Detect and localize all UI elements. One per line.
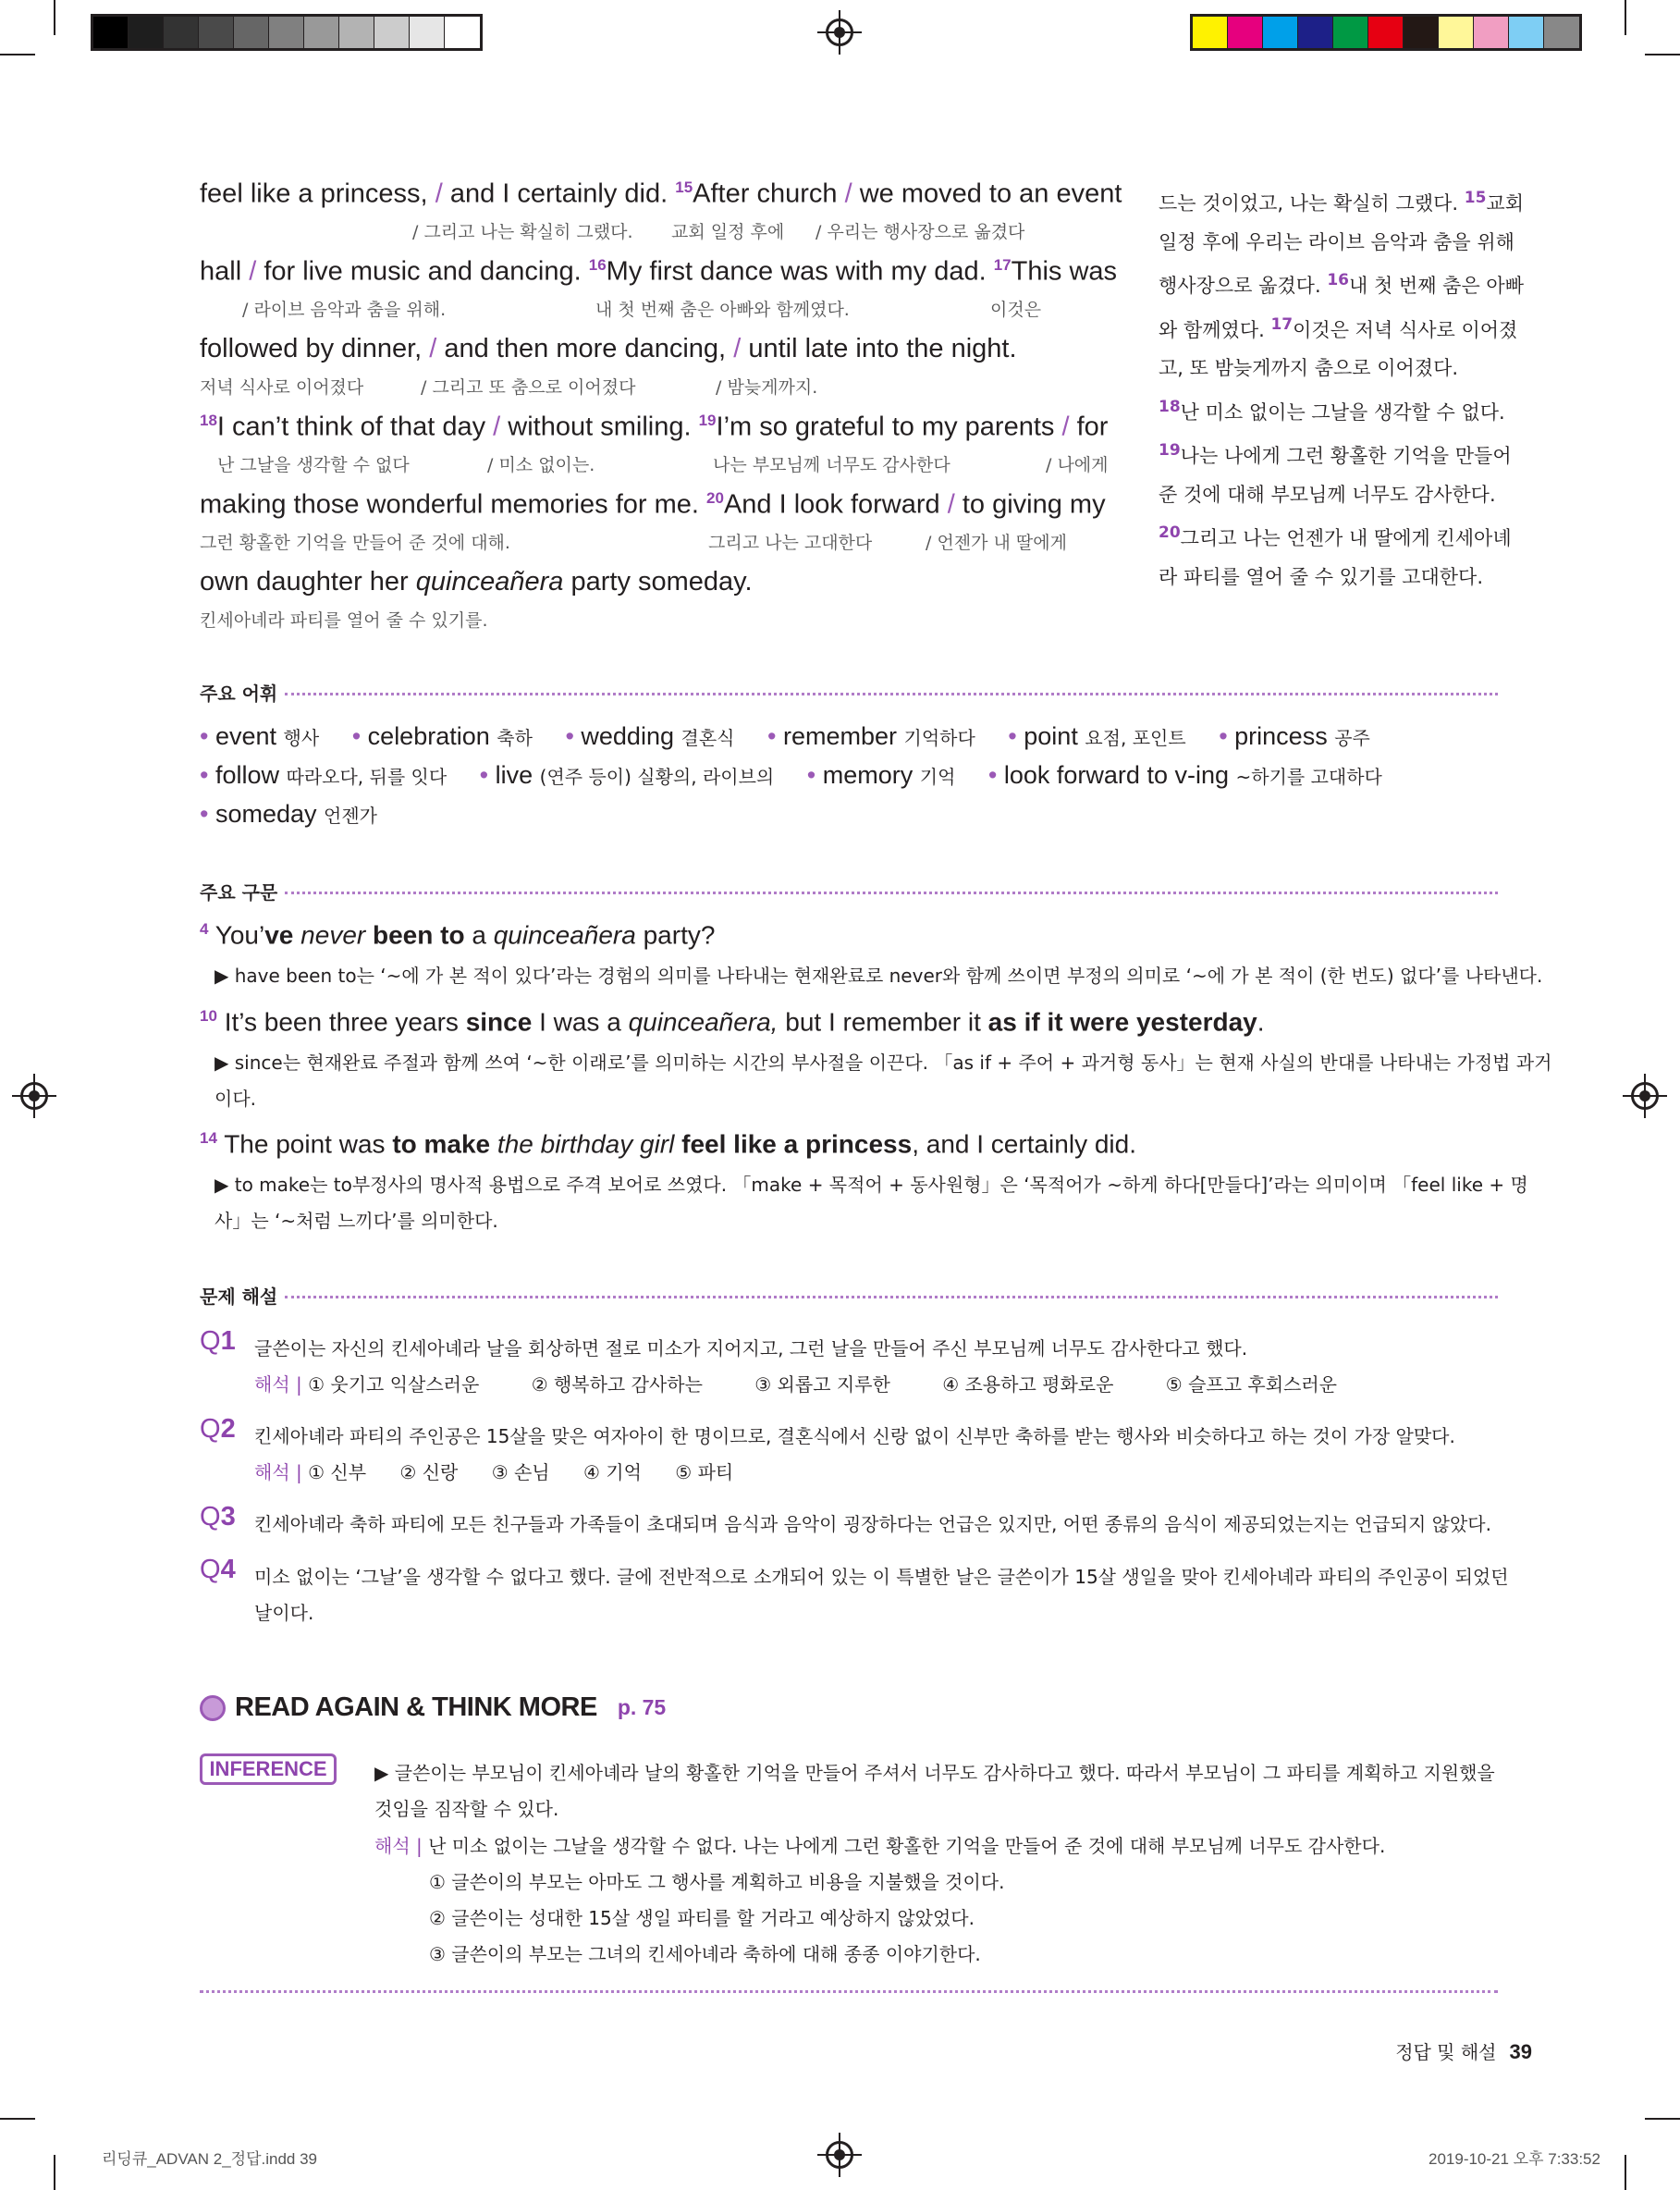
inference-option: ③ 글쓴이의 부모는 그녀의 킨세아녜라 축하에 대해 종종 이야기한다. (429, 1943, 981, 1965)
crop-mark (1645, 2118, 1680, 2120)
passage-line-5: making those wonderful memories for me. $^{20}$And I look forward / to giving my (200, 489, 1106, 520)
crop-mark (1625, 2155, 1626, 2190)
translation-line: 준 것에 대해 부모님께 너무도 감사한다. (1159, 483, 1496, 506)
question-label: Q1 (200, 1326, 236, 1356)
translation-line: 일정 후에 우리는 라이브 음악과 춤을 위해 (1159, 230, 1514, 253)
vocab-item: • event 행사 (200, 722, 320, 750)
vocab-item: • celebration 축하 (351, 722, 533, 750)
passage-gloss-6: 킨세아녜라 파티를 열어 줄 수 있기를. (200, 610, 488, 631)
passage-gloss-4: / 미소 없이는. (487, 455, 595, 475)
passage-gloss-1: / 그리고 나는 확실히 그랬다. (412, 222, 633, 242)
page-reference: p. 75 (617, 1695, 667, 1719)
translation-line: 라 파티를 열어 줄 수 있기를 고대한다. (1159, 565, 1484, 588)
vocab-item: • live (연주 등이) 실황의, 라이브의 (479, 761, 775, 789)
registration-mark-icon (826, 2141, 853, 2169)
vocab-line (200, 800, 403, 829)
question-label: Q3 (200, 1502, 236, 1532)
vocab-item: • follow 따라오다, 뒤를 잇다 (200, 761, 448, 789)
crop-mark (54, 2155, 55, 2190)
passage-gloss-2: 내 첫 번째 춤은 아빠와 함께였다. (595, 300, 850, 320)
grammar-note: 사」는 ‘~처럼 느끼다’를 의미한다. (215, 1210, 498, 1232)
crop-mark (54, 0, 55, 35)
crop-mark (0, 2118, 35, 2120)
inference-badge: INFERENCE (200, 1753, 337, 1785)
inference-option: ① 글쓴이의 부모는 아마도 그 행사를 계획하고 비용을 지불했을 것이다. (429, 1871, 1005, 1893)
passage-line-3: followed by dinner, / and then more dancing, / until late into the night. (200, 334, 1017, 363)
print-slug-left: 리딩큐_ADVAN 2_정답.indd 39 (102, 2150, 318, 2168)
registration-mark-icon (826, 18, 853, 46)
circle-bullet-icon (200, 1695, 226, 1721)
grammar-note: 이다. (215, 1088, 256, 1110)
vocab-item: • memory 기억 (806, 761, 956, 789)
passage-gloss-4: / 나에게 (1046, 455, 1109, 475)
section-title: 주요 구문 (200, 880, 278, 904)
vocab-section-header (200, 678, 1498, 706)
vocab-item: • princess 공주 (1219, 722, 1370, 750)
section-title: 문제 해설 (200, 1285, 278, 1308)
translation-column (1159, 179, 1524, 597)
passage-line-1: feel like a princess, / and I certainly did. $^{15}$After church / we moved to an event (200, 178, 1122, 209)
vocab-item: • look forward to v-ing ~하기를 고대하다 (987, 761, 1382, 789)
translation-line: 드는 것이었고, 나는 확실히 그랬다. $^{15}$교회 (1159, 189, 1524, 215)
footer-label: 정답 및 해설 (1395, 2041, 1497, 2063)
passage-gloss-2: / 라이브 음악과 춤을 위해. (242, 300, 447, 320)
grayscale-color-bar (91, 14, 483, 51)
read-again-header (200, 1692, 666, 1723)
vocab-item: • remember 기억하다 (766, 722, 975, 750)
grammar-note: ▶ since는 현재완료 주절과 함께 쓰여 ‘~한 이래로’를 의미하는 시간의 부사절을 이끈다. 「as if + 주어 + 과거형 동사」는 현재 사실의 반대를 나타내는 가정법 과거 (215, 1052, 1552, 1074)
passage-gloss-2: 이것은 (990, 300, 1042, 320)
page-footer (1395, 2037, 1532, 2064)
question-explanation: 킨세아녜라 파티의 주인공은 15살을 맞은 여자아이 한 명이므로, 결혼식에서 신랑 없이 신부만 축하를 받는 행사와 비슷하다고 하는 것이 가장 알맞다. (254, 1425, 1455, 1447)
passage-gloss-5: 그리고 나는 고대한다 (708, 533, 873, 553)
section-divider (200, 1990, 1498, 1993)
inference-option: ② 글쓴이는 성대한 15살 생일 파티를 할 거라고 예상하지 않았었다. (429, 1907, 975, 1929)
translation-line: $^{18}$난 미소 없이는 그날을 생각할 수 없다. (1159, 397, 1505, 424)
passage-line-2: hall / for live music and dancing. $^{16}$My first dance was with my dad. $^{17}$This was (200, 256, 1118, 287)
translation-line: $^{20}$그리고 나는 언젠가 내 딸에게 킨세아녜 (1159, 523, 1512, 549)
question-label: Q2 (200, 1414, 236, 1444)
inference-text: 것임을 짐작할 수 있다. (374, 1798, 559, 1820)
passage-gloss-3: 저녁 식사로 이어졌다 (200, 377, 364, 398)
grammar-note: ▶ have been to는 ‘~에 가 본 적이 있다’라는 경험의 의미를 나타내는 현재완료로 never와 함께 쓰이면 부정의 의미로 ‘~에 가 본 적이 (한 번도) 없다’를 나타낸다. (215, 965, 1543, 987)
translation-line: 행사장으로 옮겼다. $^{16}$내 첫 번째 춤은 아빠 (1159, 271, 1524, 297)
translation-line: $^{19}$나는 나에게 그런 황홀한 기억을 만들어 (1159, 441, 1512, 467)
passage-gloss-5: / 언젠가 내 딸에게 (926, 533, 1067, 553)
question-translation: 해석 | ① 신부 ② 신랑 ③ 손님 ④ 기억 ⑤ 파티 (254, 1461, 734, 1483)
print-slug-right: 2019-10-21 오후 7:33:52 (1429, 2150, 1600, 2168)
question-translation: 해석 | ① 웃기고 익살스러운 ② 행복하고 감사하는 ③ 외롭고 지루한 ④ 조용하고 평화로운 ⑤ 슬프고 후회스러운 (254, 1373, 1337, 1396)
question-explanation: 날이다. (254, 1602, 314, 1624)
passage-line-4: $^{18}$I can’t think of that day / without smiling. $^{19}$I’m so grateful to my parents / for (200, 412, 1109, 442)
question-explanation: 킨세아녜라 축하 파티에 모든 친구들과 가족들이 초대되며 음식과 음악이 굉장하다는 언급은 있지만, 어떤 종류의 음식이 제공되었는지는 언급되지 않았다. (254, 1513, 1491, 1535)
vocab-item: • point 요점, 포인트 (1008, 722, 1186, 750)
crop-mark (1625, 0, 1626, 35)
crop-mark (0, 54, 35, 55)
vocab-line (200, 761, 1408, 790)
passage-line-6: own daughter her quinceañera party someday. (200, 567, 753, 597)
inference-translation: 해석 | 난 미소 없이는 그날을 생각할 수 없다. 나는 나에게 그런 황홀한 기억을 만들어 준 것에 대해 부모님께 너무도 감사한다. (374, 1835, 1386, 1857)
grammar-note: ▶ to make는 to부정사의 명사적 용법으로 주격 보어로 쓰였다. 「make + 목적어 + 동사원형」은 ‘목적어가 ~하게 하다[만들다]’라는 의미이며 「feel like + 명 (215, 1174, 1528, 1196)
inference-text: ▶ 글쓴이는 부모님이 킨세아녜라 날의 황홀한 기억을 만들어 주셔서 너무도 감사하다고 했다. 따라서 부모님이 그 파티를 계획하고 지원했을 (374, 1762, 1495, 1784)
read-again-title: READ AGAIN & THINK MORE (235, 1692, 597, 1722)
vocab-item: • someday 언젠가 (200, 800, 378, 828)
question-label: Q4 (200, 1555, 236, 1584)
passage-gloss-3: / 그리고 또 춤으로 이어졌다 (421, 377, 636, 398)
translation-line: 와 함께였다. $^{17}$이것은 저녁 식사로 이어졌 (1159, 314, 1518, 341)
page-number: 39 (1509, 2040, 1532, 2063)
question-explanation: 미소 없이는 ‘그날’을 생각할 수 없다고 했다. 글에 전반적으로 소개되어 있는 이 특별한 날은 글쓴이가 15살 생일을 맞아 킨세아녜라 파티의 주인공이 되었던 (254, 1566, 1509, 1588)
question-explanation: 글쓴이는 자신의 킨세아녜라 날을 회상하면 절로 미소가 지어지고, 그런 날을 만들어 주신 부모님께 너무도 감사한다고 했다. (254, 1337, 1248, 1360)
crop-mark (1645, 54, 1680, 55)
passage-gloss-3: / 밤늦게까지. (716, 377, 818, 398)
passage-gloss-4: 난 그날을 생각할 수 없다 (217, 455, 410, 475)
translation-line: 고, 또 밤늦게까지 춤으로 이어졌다. (1159, 357, 1459, 379)
grammar-example: $^4$ You’ve never been to a quinceañera party? (200, 920, 716, 950)
grammar-example: $^{14}$ The point was to make the birthday girl feel like a princess, and I certainly did. (200, 1129, 1136, 1159)
grammar-example: $^{10}$ It’s been three years since I was a quinceañera, but I remember it as if it were yesterday. (200, 1007, 1265, 1037)
passage-gloss-5: 그런 황홀한 기억을 만들어 준 것에 대해. (200, 533, 510, 553)
vocab-line (200, 722, 1396, 751)
passage-gloss-1: 교회 일정 후에 (671, 222, 785, 242)
registration-mark-icon (1631, 1082, 1659, 1110)
grammar-section-header (200, 877, 1498, 904)
registration-mark-icon (20, 1082, 48, 1110)
vocab-item: • wedding 결혼식 (565, 722, 735, 750)
passage-gloss-4: 나는 부모님께 너무도 감사한다 (713, 455, 950, 475)
process-color-bar (1190, 14, 1582, 51)
questions-section-header (200, 1281, 1498, 1309)
passage-gloss-1: / 우리는 행사장으로 옮겼다 (815, 222, 1025, 242)
section-title: 주요 어휘 (200, 682, 278, 705)
